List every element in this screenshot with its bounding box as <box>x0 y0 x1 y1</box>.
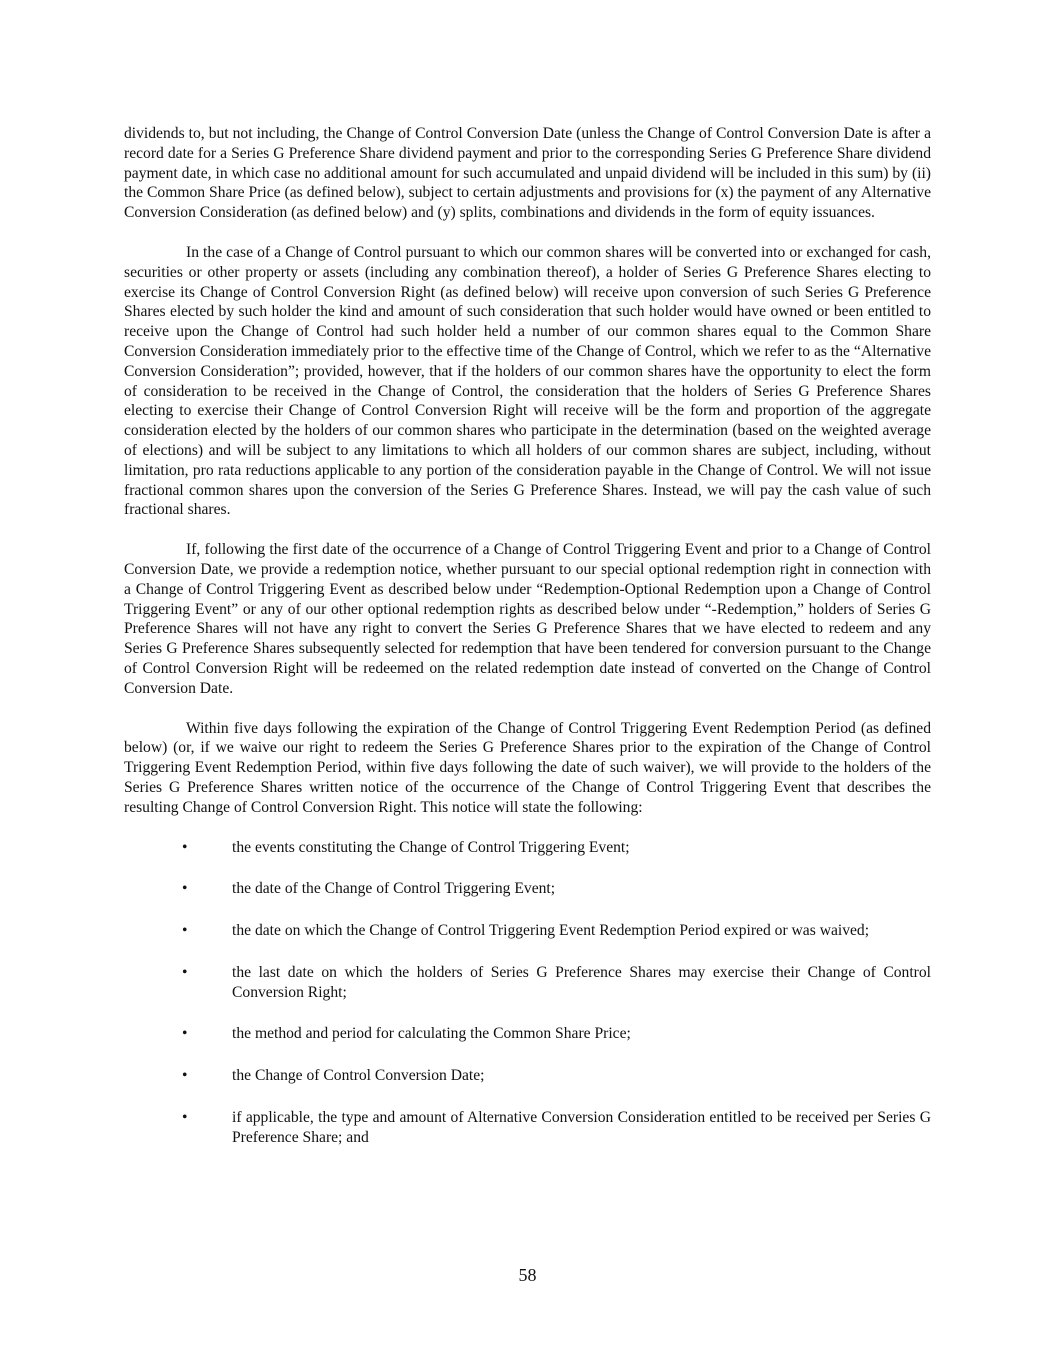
list-item <box>124 879 931 899</box>
list-item <box>124 1108 931 1148</box>
bullet-icon: • <box>182 1025 188 1043</box>
notice-bullet-list <box>124 838 931 1148</box>
list-item <box>124 838 931 858</box>
list-item-text: the date of the Change of Control Triggering Event; <box>232 880 556 898</box>
paragraph-redemption-notice: If, following the first date of the occurrence of a Change of Control Triggering Event and prior to a Change of Control Conversion Date, we provide a redemption notice, whether pursuant to our special optional redemption right in connection with a Change of Control Triggering Event as described below under “Redemption-Optional Redemption upon a Change of Control Triggering Event” or any of our other optional redemption rights as described below under “-Redemption,” holders of Series G Preference Shares will not have any right to convert the Series G Preference Shares that we have elected to redeem and any Series G Preference Shares subsequently selected for redemption that have been tendered for conversion pursuant to the Change of Control Conversion Right will be redeemed on the related redemption date instead of converted on the Change of Control Conversion Date. <box>124 541 931 697</box>
bullet-icon: • <box>182 963 188 981</box>
bullet-icon: • <box>182 922 188 940</box>
document-page <box>124 124 931 1170</box>
paragraph-dividends-continuation: dividends to, but not including, the Change of Control Conversion Date (unless the Change of Control Conversion Date is after a record date for a Series G Preference Share dividend payment and prior to the corresponding Series G Preference Share dividend payment date, in which case no additional amount for such accumulated and unpaid dividend will be included in this sum) by (ii) the Common Share Price (as defined below), subject to certain adjustments and provisions for (x) the payment of any Alternative Conversion Consideration (as defined below) and (y) splits, combinations and dividends in the form of equity issuances. <box>124 125 931 222</box>
list-item <box>124 1066 931 1086</box>
bullet-icon: • <box>182 1067 188 1085</box>
list-item-text: the events constituting the Change of Control Triggering Event; <box>232 838 630 856</box>
list-item <box>124 1024 931 1044</box>
paragraph-alternative-conversion: In the case of a Change of Control pursuant to which our common shares will be converted into or exchanged for cash, securities or other property or assets (including any combination thereof), a holder of Series G Preference Shares electing to exercise its Change of Control Conversion Right (as defined below) will receive upon conversion of such Series G Preference Shares elected by such holder the kind and amount of such consideration that such holder would have owned or been entitled to receive upon the Change of Control had such holder held a number of our common shares equal to the Common Share Conversion Consideration immediately prior to the effective time of the Change of Control, which we refer to as the “Alternative Conversion Consideration”; provided, however, that if the holders of our common shares have the opportunity to elect the form of consideration to be received in the Change of Control, the consideration that the holders of Series G Preference Shares electing to exercise their Change of Control Conversion Right will receive will be the form and proportion of the aggregate consideration elected by the holders of our common shares who participate in the determination (based on the weighted average of elections) and will be subject to any limitations to which all holders of our common shares are subject, including, without limitation, pro rata reductions applicable to any portion of the consideration payable in the Change of Control. We will not issue fractional common shares upon the conversion of the Series G Preference Shares. Instead, we will pay the cash value of such fractional shares. <box>124 243 931 519</box>
list-item-text: the method and period for calculating the Common Share Price; <box>232 1025 631 1043</box>
list-item-text: the last date on which the holders of Series G Preference Shares may exercise their Change of Control Conversion Right; <box>232 963 931 1001</box>
bullet-icon: • <box>182 1109 188 1127</box>
bullet-icon: • <box>182 838 188 856</box>
bullet-icon: • <box>182 880 188 898</box>
list-item-text: if applicable, the type and amount of Alternative Conversion Consideration entitled to be received per Series G Preference Share; and <box>232 1109 931 1146</box>
page-number: 58 <box>518 1265 537 1285</box>
list-item-text: the date on which the Change of Control Triggering Event Redemption Period expired or was waived; <box>232 922 870 940</box>
list-item <box>124 963 931 1003</box>
list-item-text: the Change of Control Conversion Date; <box>232 1067 485 1085</box>
paragraph-notice-contents: Within five days following the expiration of the Change of Control Triggering Event Redemption Period (as defined below) (or, if we waive our right to redeem the Series G Preference Shares prior to the expiration of the Change of Control Triggering Event Redemption Period, within five days following the date of such waiver), we will provide to the holders of the Series G Preference Shares written notice of the occurrence of the Change of Control Triggering Event that describes the resulting Change of Control Conversion Right. This notice will state the following: <box>124 719 931 816</box>
list-item <box>124 921 931 941</box>
